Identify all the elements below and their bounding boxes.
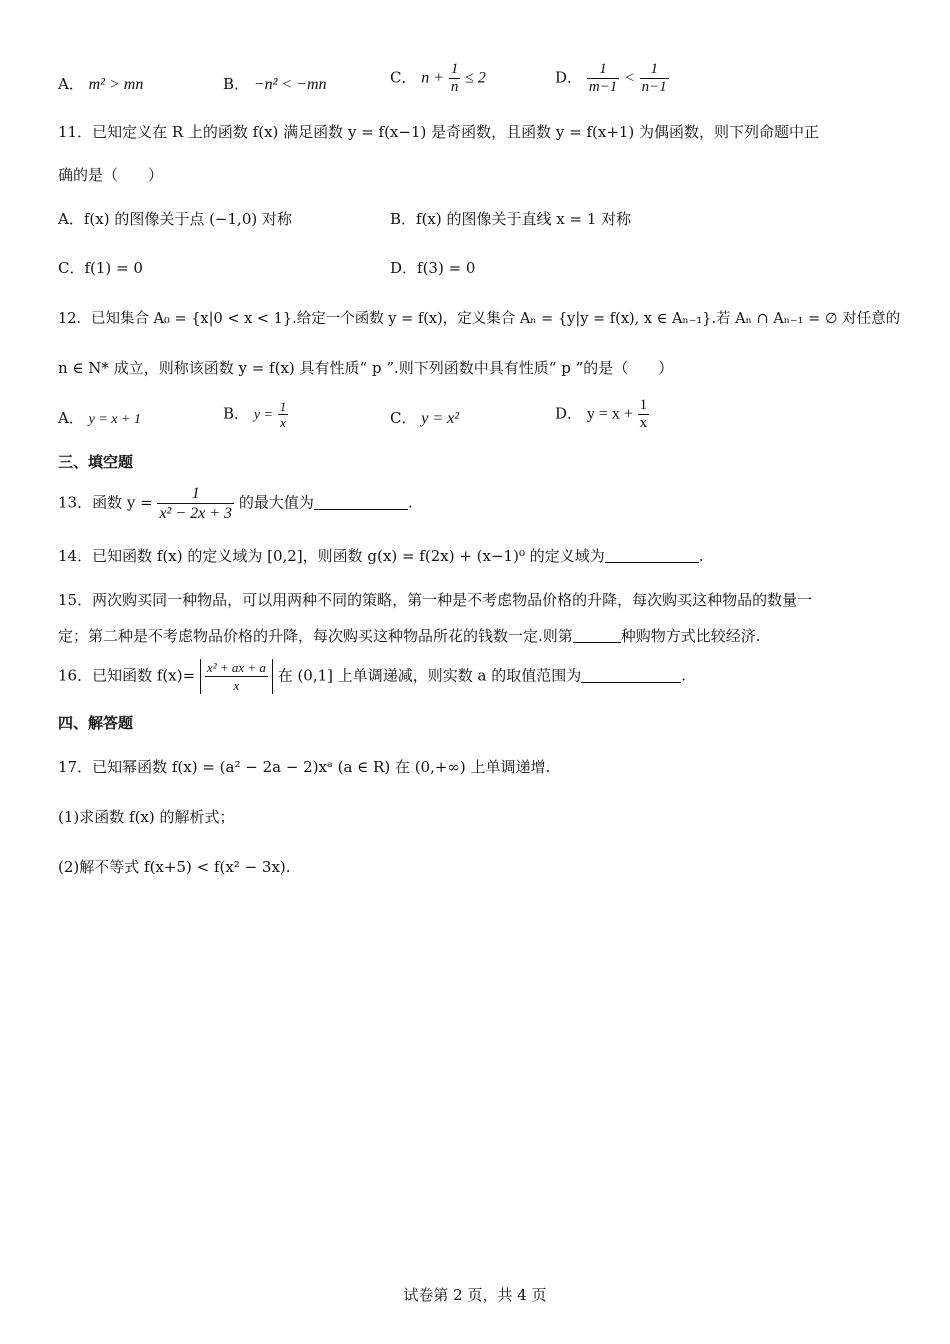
absolute-value: [200, 659, 273, 694]
q12-option-a: A． y = x + 1: [58, 409, 141, 427]
fraction: $\frac{\text{x² + ax + a}}{x}$: [206, 660, 266, 693]
q10-option-d: D． $\frac{1}{m-1}$ < $\frac{1}{n-1}$: [555, 61, 667, 95]
q12-stem-line1: 12．已知集合 A₀ = {x|0 < x < 1}.给定一个函数 y = f(x)，定义集合 Aₙ = {y|y = f(x), x ∈ Aₙ₋₁}.若 Aₙ ∩ Aₙ₋₁ = ∅ 对任意的: [58, 311, 901, 327]
q12-stem-line2: n ∈ N* 成立，则称该函数 y = f(x) 具有性质“ p ”.则下列函数中具有性质“ p ”的是（ ）: [58, 359, 674, 377]
q12-option-d: D． y = x + $\frac{1}{x}$: [555, 397, 648, 431]
fraction: $\frac{1}{x}$: [279, 399, 287, 430]
q11-stem-line2: 确的是（ ）: [58, 166, 164, 184]
q14: 14．已知函数 f(x) 的定义域为 [0,2]，则函数 g(x) = f(2x) + (x−1)⁰ 的定义域为 .: [58, 547, 704, 565]
q15-line2: 定；第二种是不考虑物品价格的升降，每次购买这种物品所花的钱数一定.则第 种购物方式比较经济.: [58, 627, 761, 645]
fraction: $\frac{1}{n}$: [450, 61, 459, 95]
q11-stem-line1: 11．已知定义在 R 上的函数 f(x) 满足函数 y = f(x−1) 是奇函数，且函数 y = f(x+1) 为偶函数，则下列命题中正: [58, 123, 820, 141]
q12-option-b: B． y = $\frac{1}{x}$: [223, 399, 287, 430]
q10-option-c: C． n + $\frac{1}{n}$ ≤ 2: [390, 61, 486, 95]
q13: 13．函数 y = $\frac{1}{\text{x² − 2x + 3}}$ 的最大值为 .: [58, 485, 413, 522]
page-footer: 试卷第 2 页，共 4 页: [403, 1286, 547, 1304]
fraction: $\frac{1}{m-1}$: [588, 61, 618, 95]
q17-stem: 17．已知幂函数 f(x) = (a² − 2a − 2)xᵃ (a ∈ R) 在 (0,+∞) 上单调递增.: [58, 758, 551, 776]
q12-option-c: C． y = x²: [390, 409, 460, 427]
answer-blank[interactable]: [581, 666, 681, 683]
answer-blank[interactable]: [314, 493, 408, 510]
q10-option-a: A． m² > mn: [58, 75, 144, 93]
section-heading-solve: 四、解答题: [58, 714, 134, 732]
answer-blank[interactable]: [605, 546, 699, 563]
q15-line1: 15．两次购买同一种物品，可以用两种不同的策略，第一种是不考虑物品价格的升降，每次购买这种物品的数量一: [58, 591, 813, 609]
q10-option-b: B． −n² < −mn: [223, 75, 327, 93]
fraction: $\frac{1}{n-1}$: [641, 61, 667, 95]
section-heading-fill-in: 三、填空题: [58, 453, 134, 471]
q16: 16．已知函数 f(x)= $\frac{\text{x² + ax + a}}{x}$ 在 (0,1] 上单调递减，则实数 a 的取值范围为 .: [58, 660, 687, 693]
q11-option-c: C．f(1) = 0: [58, 259, 143, 277]
q11-option-d: D．f(3) = 0: [390, 259, 476, 277]
answer-blank[interactable]: [573, 626, 621, 643]
q11-option-b: B．f(x) 的图像关于直线 x = 1 对称: [390, 210, 632, 228]
q11-option-a: A．f(x) 的图像关于点 (−1,0) 对称: [58, 210, 292, 228]
q17-part1: (1)求函数 f(x) 的解析式；: [58, 808, 235, 826]
q17-part2: (2)解不等式 f(x+5) < f(x² − 3x).: [58, 858, 291, 876]
fraction: $\frac{1}{x}$: [639, 397, 648, 431]
fraction: $\frac{1}{\text{x² − 2x + 3}}$: [159, 485, 233, 522]
